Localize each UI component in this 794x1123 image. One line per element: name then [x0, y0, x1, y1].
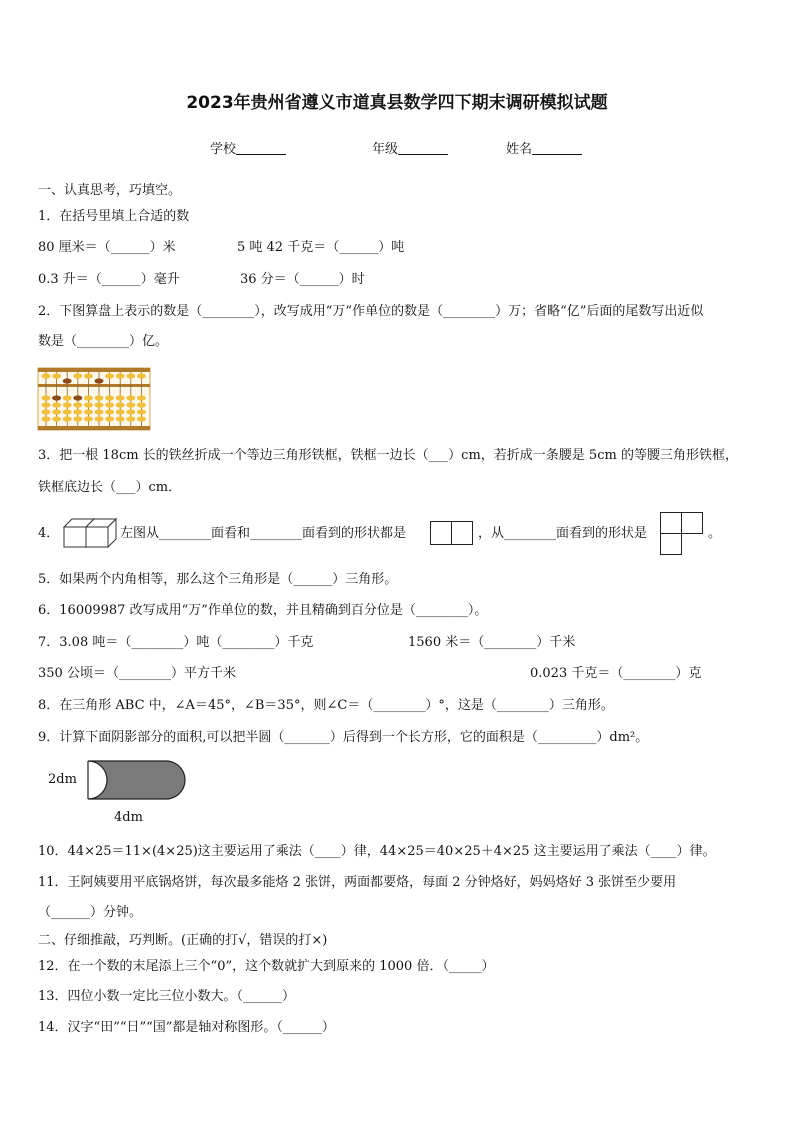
- abacus-lower-bead: [116, 402, 125, 407]
- abacus-lower-bead: [84, 409, 93, 414]
- grade-field[interactable]: 年级: [372, 142, 448, 158]
- abacus-lower-bead: [95, 409, 104, 414]
- q11-line2: （______）分钟。: [38, 905, 143, 920]
- q1-b: 5 吨 42 千克＝（______）吨: [237, 240, 405, 255]
- abacus-upper-bead: [116, 373, 125, 378]
- abacus-lower-bead: [52, 409, 61, 414]
- abacus-lower-bead: [52, 402, 61, 407]
- q7-d: 0.023 千克＝（________）克: [530, 666, 702, 681]
- q4-view2-cell-3: [660, 533, 682, 555]
- q2-line1: 2．下图算盘上表示的数是（________），改写成用“万”作单位的数是（________）万；省略“亿”后面的尾数写出近似: [38, 304, 704, 319]
- abacus-lower-bead: [126, 402, 135, 407]
- abacus-lower-bead: [42, 409, 51, 414]
- q5: 5．如果两个内角相等，那么这个三角形是（______）三角形。: [38, 572, 398, 587]
- q13: 13．四位小数一定比三位小数大。（______）: [38, 989, 296, 1004]
- abacus-lower-bead: [73, 409, 82, 414]
- q1-a: 80 厘米＝（______）米: [38, 240, 176, 255]
- q1-c: 0.3 升＝（______）毫升: [38, 272, 180, 287]
- abacus-lower-bead: [105, 395, 114, 400]
- q3-line1: 3．把一根 18cm 长的铁丝折成一个等边三角形铁框，铁框一边长（___）cm，若折成一条腰是 5cm 的等腰三角形铁框，: [38, 448, 738, 463]
- abacus-upper-bead: [73, 373, 82, 378]
- page-title: 2023年贵州省遵义市道真县数学四下期末调研模拟试题: [186, 93, 608, 113]
- q9-text: 9．计算下面阴影部分的面积,可以把半圆（_______）后得到一个长方形，它的面积是（_________）dm²。: [38, 730, 649, 745]
- abacus-lower-bead: [116, 416, 125, 421]
- abacus-lower-bead: [63, 402, 72, 407]
- abacus-lower-bead: [105, 416, 114, 421]
- q12: 12．在一个数的末尾添上三个“0”，这个数就扩大到原来的 1000 倍．（_____）: [38, 959, 495, 974]
- q4-view2-cell-2: [681, 512, 703, 534]
- q9-height-label: 2dm: [48, 772, 77, 787]
- abacus-upper-bead: [126, 373, 135, 378]
- abacus-lower-bead: [116, 409, 125, 414]
- abacus-upper-bead: [52, 373, 61, 378]
- q11-line1: 11．王阿姨要用平底锅烙饼，每次最多能烙 2 张饼，两面都要烙，每面 2 分钟烙好，妈妈烙好 3 张饼至少要用: [38, 875, 677, 890]
- abacus-lower-bead: [84, 416, 93, 421]
- section2-heading: 二、仔细推敲，巧判断。(正确的打√，错误的打×): [38, 933, 328, 948]
- abacus-lower-bead: [42, 395, 51, 400]
- abacus-lower-bead: [63, 409, 72, 414]
- abacus-lower-bead: [42, 402, 51, 407]
- abacus-lower-bead: [73, 395, 82, 400]
- q10: 10．44×25＝11×(4×25)这主要运用了乘法（____）律，44×25＝40×25＋4×25 这主要运用了乘法（____）律。: [38, 844, 716, 859]
- q8: 8．在三角形 ABC 中，∠A＝45°，∠B＝35°，则∠C＝（________）°，这是（________）三角形。: [38, 698, 614, 713]
- abacus-lower-bead: [105, 409, 114, 414]
- q3-line2: 铁框底边长（___）cm．: [38, 480, 182, 495]
- q4-text2: ，从________面看到的形状是: [478, 526, 648, 541]
- q9-width-label: 4dm: [114, 810, 143, 825]
- abacus-lower-bead: [137, 416, 146, 421]
- q4-number: 4．: [38, 526, 60, 541]
- abacus-lower-bead: [137, 395, 146, 400]
- q7-a: 7．3.08 吨＝（________）吨（________）千克: [38, 635, 314, 650]
- abacus-lower-bead: [84, 402, 93, 407]
- abacus-lower-bead: [126, 409, 135, 414]
- school-field[interactable]: 学校: [210, 142, 286, 158]
- abacus-lower-bead: [73, 402, 82, 407]
- shaded-area-figure: [86, 760, 186, 802]
- abacus-lower-bead: [137, 402, 146, 407]
- abacus-lower-bead: [95, 402, 104, 407]
- abacus-upper-bead: [63, 378, 72, 383]
- section1-heading: 一、认真思考，巧填空。: [38, 183, 182, 198]
- abacus-lower-bead: [84, 395, 93, 400]
- abacus-lower-bead: [63, 416, 72, 421]
- abacus-figure: [38, 368, 150, 430]
- q4-view-cell-2: [451, 521, 473, 545]
- q1-d: 36 分＝（______）时: [240, 272, 365, 287]
- abacus-upper-bead: [84, 373, 93, 378]
- abacus-lower-bead: [137, 409, 146, 414]
- q4-view-cell-1: [430, 521, 452, 545]
- q14: 14．汉字“田”“日”“国”都是轴对称图形。（______）: [38, 1020, 335, 1035]
- abacus-lower-bead: [52, 416, 61, 421]
- q2-line2: 数是（________）亿。: [38, 334, 169, 349]
- q4-text3: 。: [708, 526, 722, 541]
- abacus-lower-bead: [126, 395, 135, 400]
- cube-stack-figure: [62, 515, 118, 551]
- abacus-lower-bead: [126, 416, 135, 421]
- abacus-lower-bead: [63, 395, 72, 400]
- q7-c: 350 公顷＝（________）平方千米: [38, 666, 236, 681]
- abacus-upper-bead: [137, 373, 146, 378]
- abacus-lower-bead: [52, 395, 61, 400]
- q4-view2-cell-1: [660, 512, 682, 534]
- q4-text1: 左图从________面看和________面看到的形状都是: [120, 526, 407, 541]
- abacus-lower-bead: [95, 416, 104, 421]
- q6: 6．16009987 改写成用“万”作单位的数，并且精确到百分位是（________）。: [38, 603, 488, 618]
- abacus-upper-bead: [42, 373, 51, 378]
- abacus-lower-bead: [95, 395, 104, 400]
- abacus-lower-bead: [42, 416, 51, 421]
- abacus-lower-bead: [105, 402, 114, 407]
- abacus-upper-bead: [105, 373, 114, 378]
- abacus-lower-bead: [116, 395, 125, 400]
- abacus-upper-bead: [95, 378, 104, 383]
- abacus-lower-bead: [73, 416, 82, 421]
- name-field[interactable]: 姓名: [506, 142, 582, 158]
- q1-stem: 1．在括号里填上合适的数: [38, 209, 190, 224]
- q7-b: 1560 米＝（________）千米: [408, 635, 576, 650]
